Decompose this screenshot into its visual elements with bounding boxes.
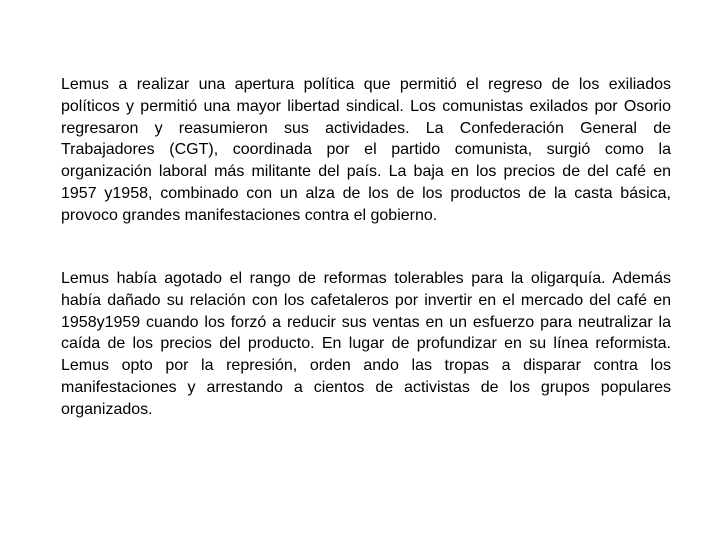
paragraph-lemus-political-opening: Lemus a realizar una apertura política que permitió el regreso de los exiliados políticos y permitió una mayor libertad sindical. Los comunistas exilados por Osorio regresaron y reasumieron sus actividades. La Confederación General de Trabajadores (CGT), coordinada por el partido comunista, surgió como la organización laboral más militante del país. La baja en los precios de del café en 1957 y1958, combinado con un alza de los de los productos de la casta básica, provoco grandes manifestaciones contra el gobierno. — [61, 76, 671, 224]
paragraph-lemus-repression: Lemus había agotado el rango de reformas tolerables para la oligarquía. Además había dañado su relación con los cafetaleros por invertir en el mercado del café en 1958y1959 cuando los forzó a reducir sus ventas en un esfuerzo para neutralizar la caída de los precios del producto. En lugar de profundizar en su línea reformista. Lemus opto por la represión, orden ando las tropas a disparar contra los manifestaciones y arrestando a cientos de activistas de los grupos populares organizados. — [61, 270, 671, 418]
